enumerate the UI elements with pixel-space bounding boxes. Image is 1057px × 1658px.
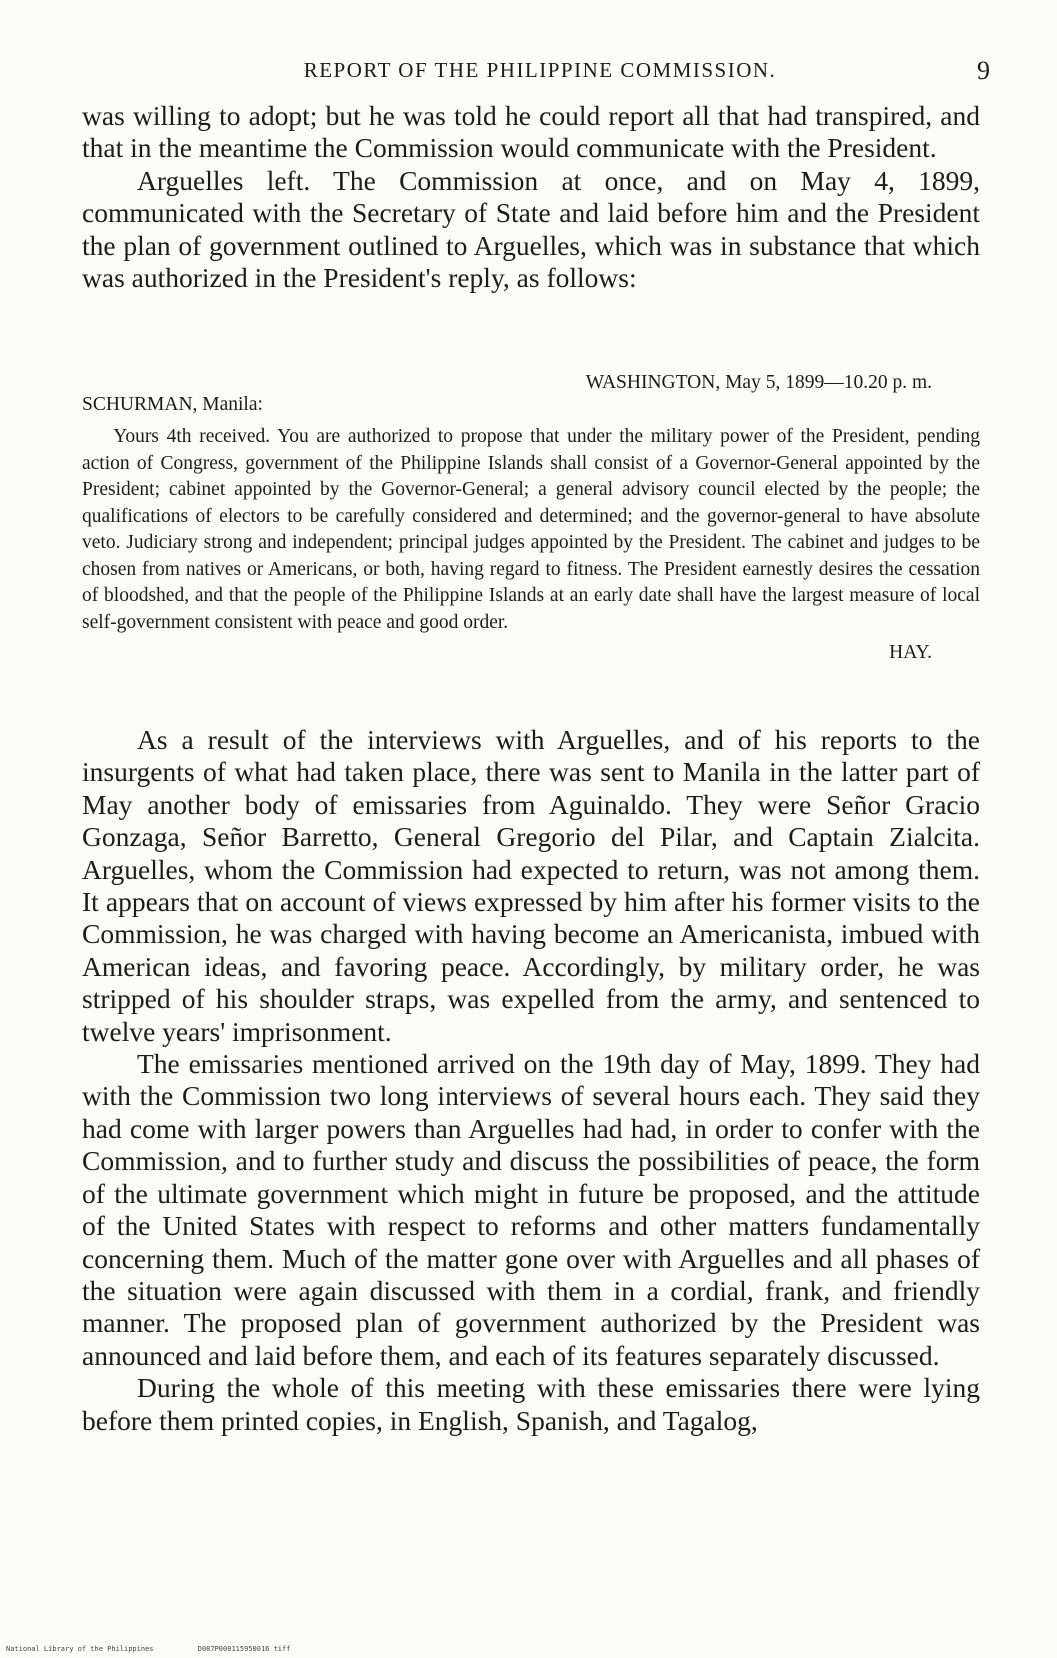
paragraph: The emissaries mentioned arrived on the 19th day of May, 1899. They had with the Commission two long interviews of several hours each. They said they had come with larger powers than Arguelles had had, in order to confer with the Commission, and to further study and discuss the possibilities of peace, the form of the ultimate government which might in future be proposed, and the attitude of the United States with respect to reforms and other matters fundamentally concerning them. Much of the matter gone over with Arguelles and all phases of the situation were again discussed with them in a cordial, frank, and friendly manner. The proposed plan of government authorized by the President was announced and laid before them, and each of its features separately discussed. <box>82 1048 980 1371</box>
body-text-bottom <box>82 724 980 1437</box>
footer-library: National Library of the Philippines <box>6 1645 154 1653</box>
running-title: REPORT OF THE PHILIPPINE COMMISSION. <box>303 58 777 82</box>
telegram-signature: HAY. <box>889 642 932 663</box>
footer-file: D087P000115950016 tiff <box>197 1645 291 1653</box>
telegram-body: Yours 4th received. You are authorized to propose that under the military power of the President, pending action of Congress, government of the Philippine Islands shall consist of a Governor-General appointed by the President; cabinet appointed by the Governor-General; a general advisory council elected by the people; the qualifications of electors to be carefully considered and determined; and the governor-general to have absolute veto. Judiciary strong and independent; principal judges appointed by the President. The cabinet and judges to be chosen from natives or Americans, or both, having regard to fitness. The President earnestly desires the cessation of bloodshed, and that the people of the Philippine Islands at an early date shall have the largest measure of local self-government consistent with peace and good order. <box>82 426 980 633</box>
telegram-quote <box>82 370 980 667</box>
page-number: 9 <box>977 56 990 85</box>
body-text-top <box>82 100 980 294</box>
telegram-dateline: WASHINGTON, May 5, 1899—10.20 p. m. <box>585 372 932 393</box>
scan-footer <box>6 1645 330 1653</box>
telegram-addressee: SCHURMAN, Manila: <box>82 394 263 415</box>
paragraph: During the whole of this meeting with these emissaries there were lying before them printed copies, in English, Spanish, and Tagalog, <box>82 1372 980 1436</box>
paragraph: Arguelles left. The Commission at once, and on May 4, 1899, communicated with the Secretary of State and laid before him and the President the plan of government outlined to Arguelles, which was in substance that which was authorized in the President's reply, as follows: <box>82 164 980 294</box>
paragraph: As a result of the interviews with Arguelles, and of his reports to the insurgents of what had taken place, there was sent to Manila in the latter part of May another body of emissaries from Aguinaldo. They were Señor Gracio Gonzaga, Señor Barretto, General Gregorio del Pilar, and Captain Zialcita. Arguelles, whom the Commission had expected to return, was not among them. It appears that on account of views expressed by him after his former visits to the Commission, he was charged with having become an Americanista, imbued with American ideas, and favoring peace. Accordingly, by military order, he was stripped of his shoulder straps, was expelled from the army, and sentenced to twelve years' imprisonment. <box>82 724 980 1047</box>
running-header <box>90 56 990 86</box>
paragraph-continuation: was willing to adopt; but he was told he could report all that had transpired, and that in the meantime the Commission would communicate with the President. <box>82 100 980 164</box>
